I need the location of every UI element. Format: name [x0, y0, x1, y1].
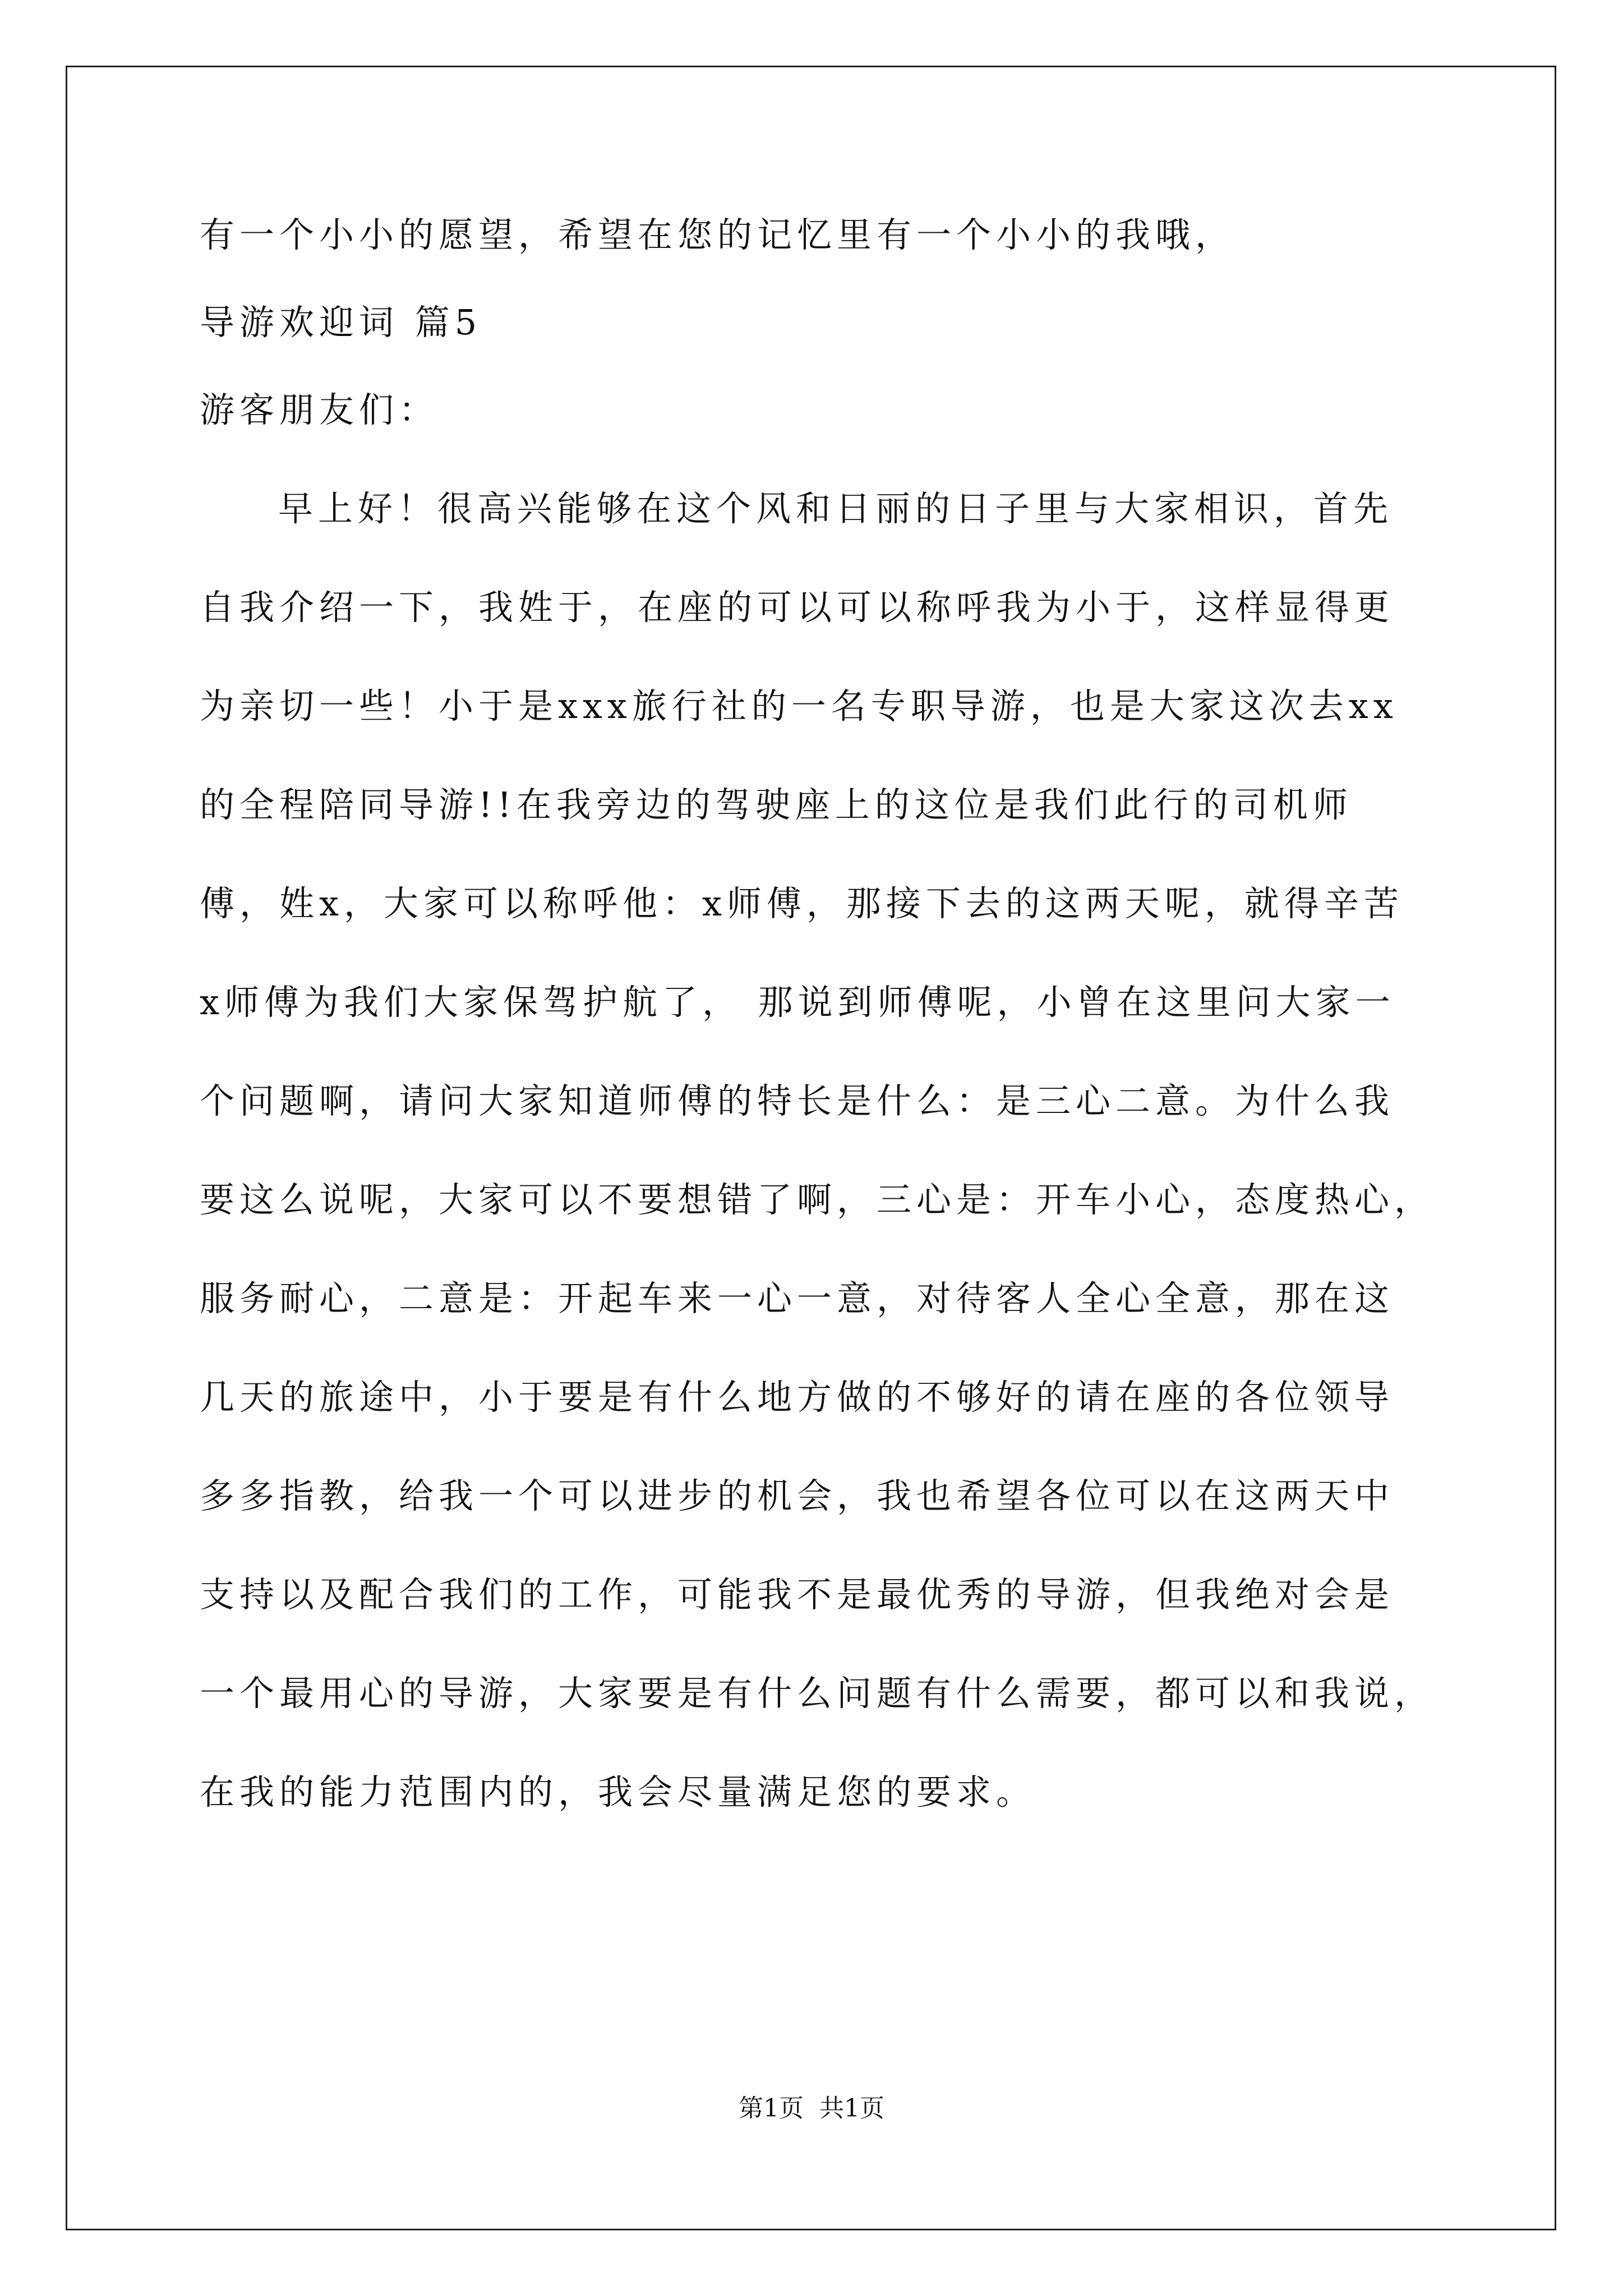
text-line: 要这么说呢，大家可以不要想错了啊，三心是：开车小心，态度热心， — [200, 1179, 1435, 1220]
text-line: 支持以及配合我们的工作，可能我不是最优秀的导游，但我绝对会是 — [200, 1574, 1395, 1615]
text-line: 几天的旅途中，小于要是有什么地方做的不够好的请在座的各位领导 — [200, 1377, 1395, 1418]
text-line: 在我的能力范围内的，我会尽量满足您的要求。 — [200, 1772, 1036, 1812]
text-line: x师傅为我们大家保驾护航了， 那说到师傅呢，小曾在这里问大家一 — [200, 982, 1395, 1023]
paragraph-first-line: 早上好！很高兴能够在这个风和日丽的日子里与大家相识，首先 — [278, 488, 1394, 529]
salutation: 游客朋友们： — [200, 389, 439, 430]
text-line: 个问题啊，请问大家知道师傅的特长是什么：是三心二意。为什么我 — [200, 1080, 1395, 1121]
section-heading: 导游欢迎词 篇5 — [200, 302, 482, 343]
text-line: 多多指教，给我一个可以进步的机会，我也希望各位可以在这两天中 — [200, 1475, 1395, 1516]
document-body — [200, 214, 1450, 1813]
text-line: 有一个小小的愿望，希望在您的记忆里有一个小小的我哦， — [200, 214, 1235, 255]
page-footer: 第1页 共1页 — [739, 2094, 884, 2123]
text-line: 一个最用心的导游，大家要是有什么问题有什么需要，都可以和我说， — [200, 1673, 1435, 1714]
text-line: 为亲切一些！小于是xxx旅行社的一名专职导游，也是大家这次去xx — [200, 685, 1398, 726]
text-line: 服务耐心，二意是：开起车来一心一意，对待客人全心全意，那在这 — [200, 1278, 1395, 1319]
text-line: 自我介绍一下，我姓于，在座的可以可以称呼我为小于，这样显得更 — [200, 587, 1395, 628]
text-line: 傅，姓x，大家可以称呼他：x师傅，那接下去的这两天呢，就得辛苦 — [200, 883, 1404, 924]
text-line: 的全程陪同导游!!在我旁边的驾驶座上的这位是我们此行的司机师 — [200, 784, 1353, 825]
